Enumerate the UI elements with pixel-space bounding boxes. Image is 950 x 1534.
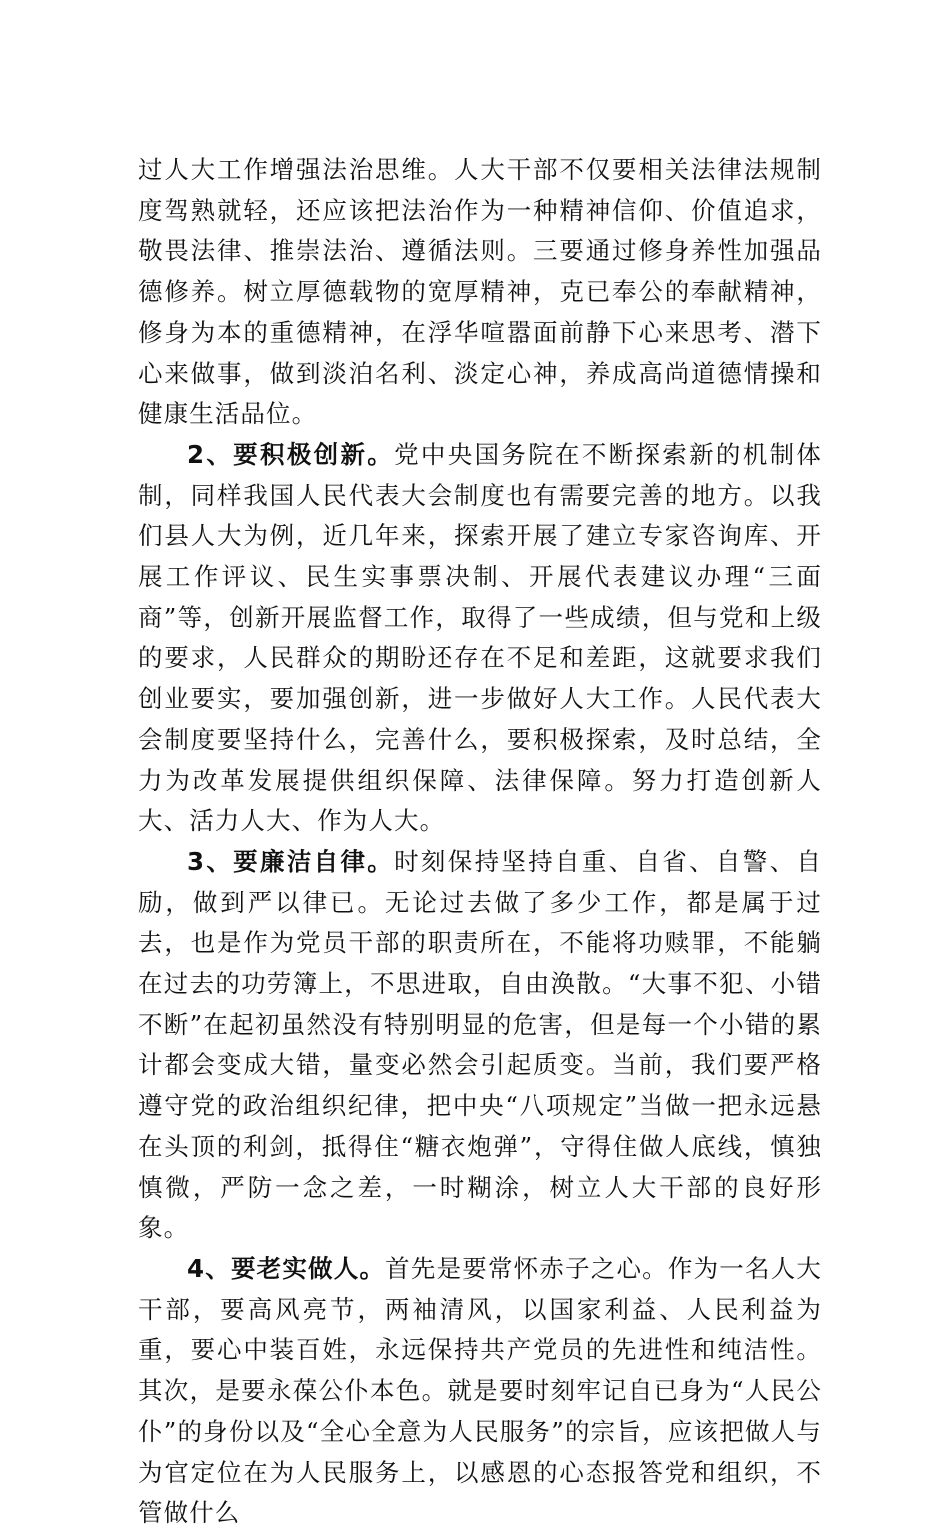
section-heading: 2、要积极创新。 bbox=[187, 439, 395, 469]
paragraph-integrity bbox=[138, 842, 822, 1249]
paragraph-honesty bbox=[138, 1249, 822, 1534]
paragraph-innovation bbox=[138, 435, 822, 842]
paragraph-text: 过人大工作增强法治思维。人大干部不仅要相关法律法规制度驾熟就轻，还应该把法治作为一种精神信仰、价值追求，敬畏法律、推崇法治、遵循法则。三要通过修身养性加强品德修养。树立厚德载物的宽厚精神，克已奉公的奉献精神，修身为本的重德精神，在浮华喧嚣面前静下心来思考、潜下心来做事，做到淡泊名利、淡定心神，养成高尚道德情操和健康生活品位。 bbox=[138, 155, 822, 429]
section-heading: 3、要廉洁自律。 bbox=[187, 846, 395, 876]
paragraph-text: 首先是要常怀赤子之心。作为一名人大干部，要高风亮节，两袖清风，以国家利益、人民利益为重，要心中装百姓，永远保持共产党员的先进性和纯洁性。其次，是要永葆公仆本色。就是要时刻牢记自已身为“人民公仆”的身份以及“全心全意为人民服务”的宗旨，应该把做人与为官定位在为人民服务上，以感恩的心态报答党和组织，不管做什么 bbox=[138, 1253, 822, 1528]
document-body bbox=[138, 150, 822, 1534]
paragraph-text: 党中央国务院在不断探索新的机制体制，同样我国人民代表大会制度也有需要完善的地方。以我们县人大为例，近几年来，探索开展了建立专家咨询库、开展工作评议、民生实事票决制、开展代表建议办理“三面商”等，创新开展监督工作，取得了一些成绩，但与党和上级的要求，人民群众的期盼还存在不足和差距，这就要求我们创业要实，要加强创新，进一步做好人大工作。人民代表大会制度要坚持什么，完善什么，要积极探索，及时总结，全力为改革发展提供组织保障、法律保障。努力打造创新人大、活力人大、作为人大。 bbox=[138, 439, 822, 836]
section-heading: 4、要老实做人。 bbox=[187, 1253, 386, 1283]
paragraph-text: 时刻保持坚持自重、自省、自警、自励，做到严以律已。无论过去做了多少工作，都是属于过去，也是作为党员干部的职责所在，不能将功赎罪，不能躺在过去的功劳簿上，不思进取，自由涣散。“大事不犯、小错不断”在起初虽然没有特别明显的危害，但是每一个小错的累计都会变成大错，量变必然会引起质变。当前，我们要严格遵守党的政治组织纪律，把中央“八项规定”当做一把永远悬在头顶的利剑，抵得住“糖衣炮弹”，守得住做人底线，慎独慎微，严防一念之差，一时糊涂，树立人大干部的良好形象。 bbox=[138, 846, 822, 1243]
paragraph-continuation bbox=[138, 150, 822, 435]
